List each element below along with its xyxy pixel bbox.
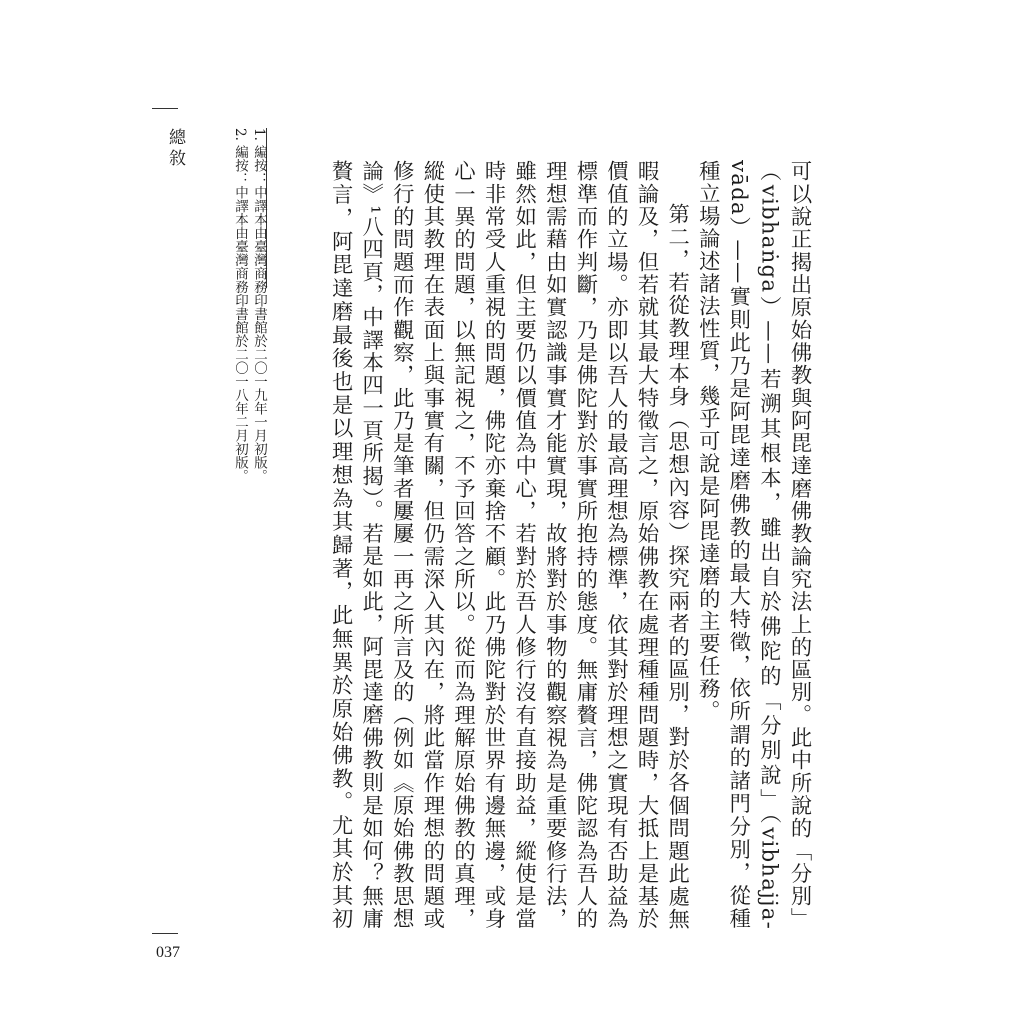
footnote-2: 2. 編按：中譯本由臺灣商務印書館於二〇一八年二月初版。 (232, 128, 248, 483)
running-head-rule (152, 108, 178, 109)
running-head: 總敘 (165, 128, 185, 170)
paragraph-1: 可以說正揭出原始佛教與阿毘達磨佛教論究法上的區別。此中所說的「分別」（vibhaṅga）——若溯其根本，雖出自於佛陀的「分別說」（vibhajja-vāda）——實則此乃是阿毘達磨佛教的最大特徵，依所謂的諸門分別，從種種立場論述諸法性質，幾乎可說是阿毘達磨的主要任務。 (695, 160, 812, 930)
footnotes (230, 128, 268, 483)
footnote-1: 1. 編按：中譯本由臺灣商務印書館於二〇一九年一月初版。 (251, 128, 267, 483)
page-number: 037 (156, 944, 180, 961)
paragraph-2: 第二，若從教理本身（思想內容）探究兩者的區別，對於各個問題此處無暇論及，但若就其最大特徵言之，原始佛教在處理種種問題時，大抵上是基於價值的立場。亦即以吾人的最高理想為標準，依其對於理想之實現有否助益為標準而作判斷，乃是佛陀對於事實所抱持的態度。無庸贅言，佛陀認為吾人的理想需藉由如實認識事實才能實現，故將對於事物的觀察視為是重要修行法，雖然如此，但主要仍以價值為中心，若對於吾人修行沒有直接助益，縱使是當時非常受人重視的問題，佛陀亦棄捨不顧。此乃佛陀對於世界有邊無邊，或身心一異的問題，以無記視之，不予回答之所以。從而為理解原始佛教的真理，縱使其教理在表面上與事實有關，但仍需深入其內在，將此當作理想的問題或修行的問題而作觀察，此乃是筆者屢屢一再之所言及的（例如《原始佛教思想論》¹八四頁，中譯本四一頁所揭）。若是如此，阿毘達磨佛教則是如何？無庸贅言，阿毘達磨最後也是以理想為其歸著，此無異於原始佛教。尤其於其初 (328, 160, 690, 930)
page-number-rule (152, 933, 178, 934)
body-text (324, 160, 814, 930)
